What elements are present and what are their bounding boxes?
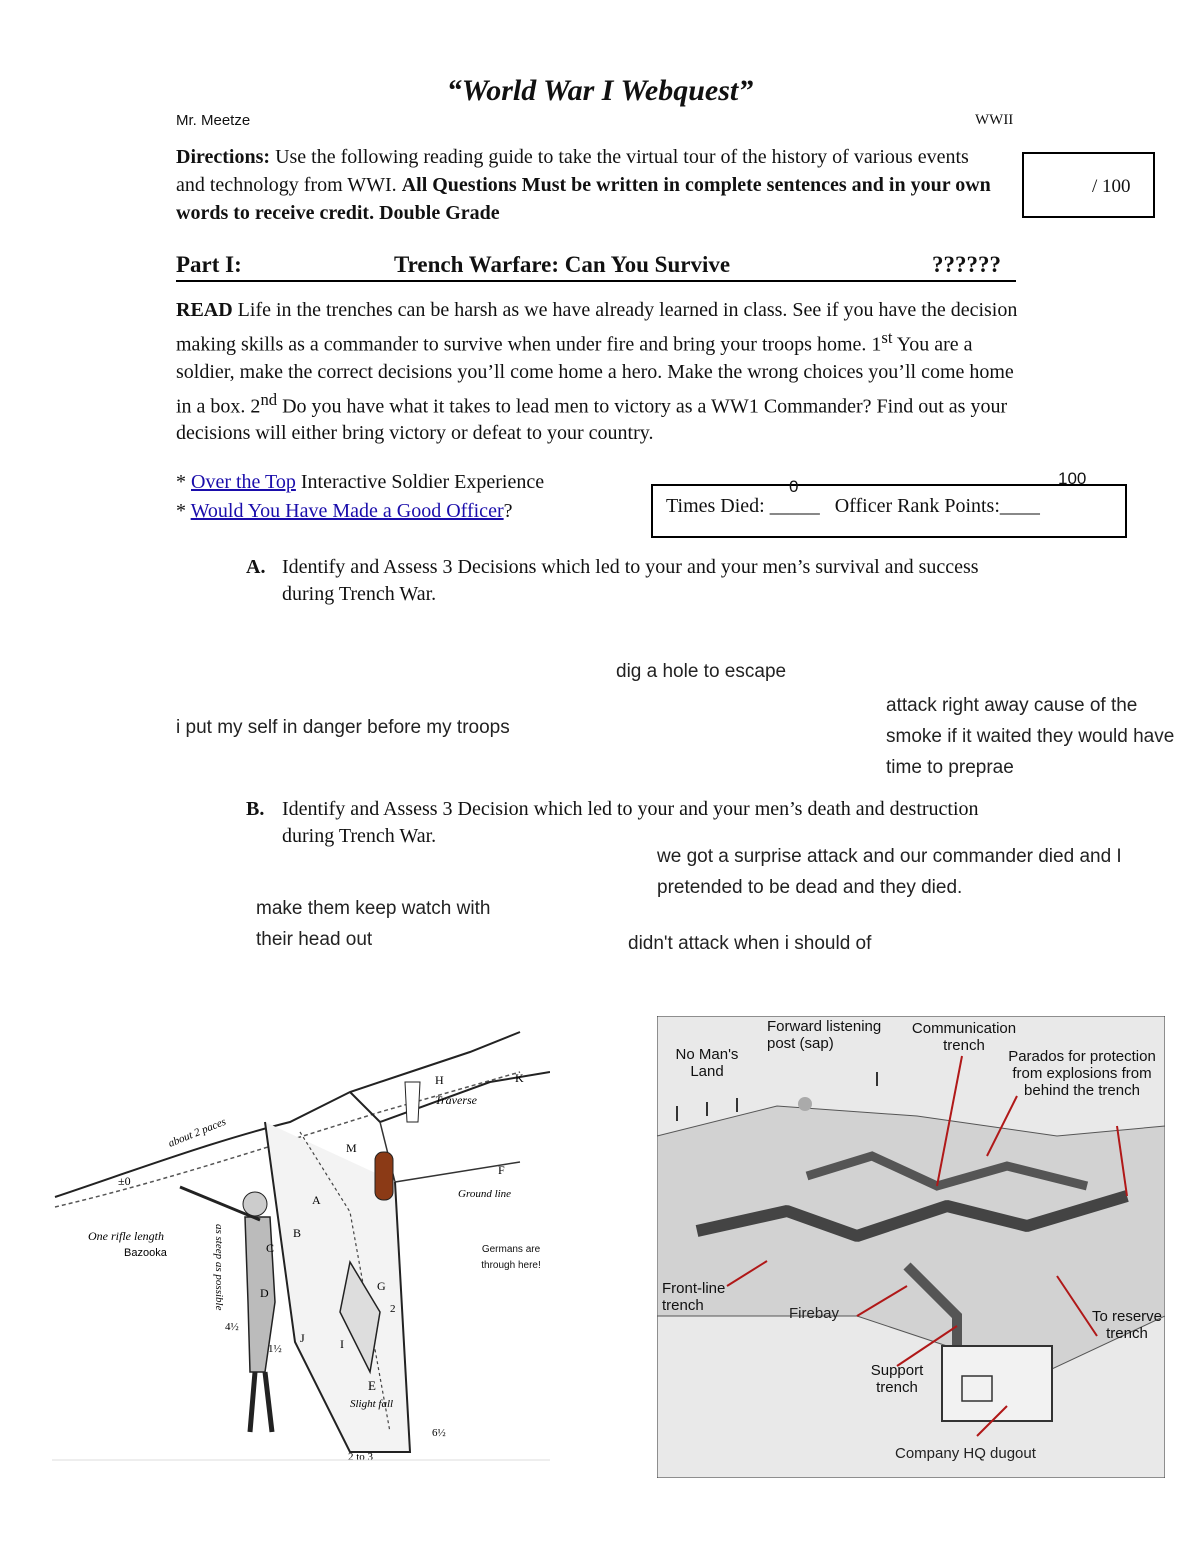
answer-b-3[interactable]: didn't attack when i should of: [628, 933, 872, 954]
no-mans-land-note: [662, 1046, 752, 1091]
slight-fall-label: Slight fall: [350, 1398, 394, 1410]
trench-cross-section-diagram: [50, 1012, 550, 1467]
part-label: Part I:: [176, 252, 242, 277]
directions-bold-text: All Questions Must be written in complete sentences and in your own words to receive credit. Double Grade: [176, 174, 991, 224]
answer-a-1[interactable]: dig a hole to escape: [616, 661, 787, 682]
communication-label: Communication trench: [911, 1020, 1017, 1054]
course-code: WWII: [975, 112, 1014, 128]
read-text-3: Do you have what it takes to lead men to victory as a WW1 Commander? Find out as your decisions will either bring victory or defeat to your country.: [176, 395, 1008, 445]
steep-label: as steep as possible: [213, 1224, 225, 1311]
bazooka-label: Bazooka: [124, 1247, 167, 1259]
soldier-head: [243, 1192, 267, 1216]
dim-six-half-label: 6½: [432, 1427, 446, 1439]
read-label: READ: [176, 299, 233, 321]
answer-a-3[interactable]: attack right away cause of the smoke if it waited they would have time to preprae: [886, 695, 1175, 778]
link-line-2: [176, 500, 513, 523]
parados-note: [1002, 1048, 1162, 1128]
page-title: “World War I Webquest”: [446, 74, 754, 107]
label-m: M: [346, 1141, 357, 1155]
officer-points-label: Officer Rank Points:____: [834, 495, 1040, 517]
question-b-text: Identify and Assess 3 Decision which led to your and your men’s death and destruction during Trench War.: [282, 798, 979, 847]
reserve-note: [1089, 1308, 1165, 1366]
grade-box: [1022, 152, 1155, 218]
label-k: K: [515, 1071, 524, 1085]
hq-label: Company HQ dugout: [895, 1445, 1036, 1462]
dim-two-label: 2: [390, 1303, 396, 1315]
label-a: A: [312, 1193, 321, 1207]
label-c: C: [266, 1241, 275, 1255]
front-line-label: Front-line trench: [662, 1280, 726, 1314]
bullet: *: [176, 500, 191, 522]
smoke-puff: [798, 1097, 812, 1111]
link2-suffix: ?: [503, 500, 513, 522]
dim-one-half-label: 1½: [268, 1343, 282, 1355]
part-heading: [176, 252, 1016, 282]
question-b-label: B.: [246, 798, 265, 820]
dim-four-half-label: 4½: [225, 1321, 239, 1333]
label-j: J: [300, 1331, 305, 1345]
read-text-2: You are a soldier, make the correct decisions you’ll come home a hero. Make the wrong choices you’ll come home in a box. 2: [176, 333, 1014, 418]
front-line-note: [662, 1280, 757, 1320]
zero-mark-label: ±0: [118, 1174, 131, 1188]
score-labels: [666, 495, 1040, 518]
about-paces-label: about 2 paces: [166, 1115, 228, 1150]
reserve-label: To reserve trench: [1091, 1308, 1163, 1342]
label-g: G: [377, 1279, 386, 1293]
support-note: [852, 1362, 942, 1402]
question-a-label: A.: [246, 556, 266, 578]
directions-text: Use the following reading guide to take the virtual tour of the history of various events and technology from WWI.: [176, 146, 969, 196]
times-died-value[interactable]: 0: [789, 477, 799, 496]
label-i: I: [340, 1337, 344, 1351]
germans-label: Germans are through here!: [481, 1244, 541, 1271]
officer-points-value[interactable]: 100: [1058, 469, 1087, 488]
shovel-handle-shape: [375, 1152, 393, 1200]
label-d: D: [260, 1286, 269, 1300]
good-officer-link[interactable]: Would You Have Made a Good Officer: [190, 500, 504, 522]
dim-two-three-label: 2 to 3: [348, 1451, 374, 1463]
directions-label: Directions:: [176, 146, 271, 168]
ground-line-label: Ground line: [458, 1188, 512, 1200]
support-label: Support trench: [870, 1362, 924, 1396]
shovel-blade-shape: [405, 1082, 420, 1122]
part-marks: ??????: [932, 252, 1001, 277]
hq-dugout-shape: [942, 1346, 1052, 1421]
part-title: Trench Warfare: Can You Survive: [394, 252, 731, 277]
answer-b-1[interactable]: we got a surprise attack and our commander died and I pretended to be dead and they died.: [657, 846, 1122, 898]
question-a-text: Identify and Assess 3 Decisions which led to your and your men’s survival and success during Trench War.: [282, 556, 979, 605]
times-died-label: Times Died: _____: [666, 495, 820, 517]
rifle-length-label: One rifle length: [88, 1229, 164, 1243]
parados-label: Parados for protection from explosions from behind the trench: [1008, 1048, 1156, 1099]
bullet: *: [176, 471, 191, 493]
no-mans-land-label: No Man's Land: [675, 1046, 739, 1080]
grade-total: / 100: [1092, 176, 1131, 197]
teacher-name: Mr. Meetze: [176, 112, 251, 129]
answer-a-2[interactable]: i put my self in danger before my troops: [176, 717, 510, 738]
traverse-label: Traverse: [435, 1093, 477, 1107]
read-sup-1: st: [881, 328, 893, 347]
read-sup-2: nd: [260, 389, 278, 409]
answer-b-2[interactable]: make them keep watch with their head out: [256, 898, 491, 950]
trench-system-diagram: [657, 1016, 1165, 1478]
germans-note: [475, 1242, 547, 1282]
label-h: H: [435, 1073, 444, 1087]
listening-post-note: [767, 1018, 892, 1080]
directions: [176, 143, 996, 227]
read-text-1: Life in the trenches can be harsh as we have already learned in class. See if you have the decision making skills as a commander to survive when under fire and bring your troops home. 1: [176, 299, 1018, 356]
link-line-1: [176, 471, 544, 494]
listening-post-label: Forward listening post (sap): [767, 1018, 882, 1052]
over-the-top-link[interactable]: Over the Top: [191, 471, 296, 493]
label-b: B: [293, 1226, 302, 1240]
label-f: F: [498, 1163, 505, 1177]
read-paragraph: [176, 297, 1026, 447]
firebay-label: Firebay: [789, 1305, 840, 1322]
link1-suffix: Interactive Soldier Experience: [295, 471, 545, 493]
label-e: E: [368, 1378, 376, 1393]
